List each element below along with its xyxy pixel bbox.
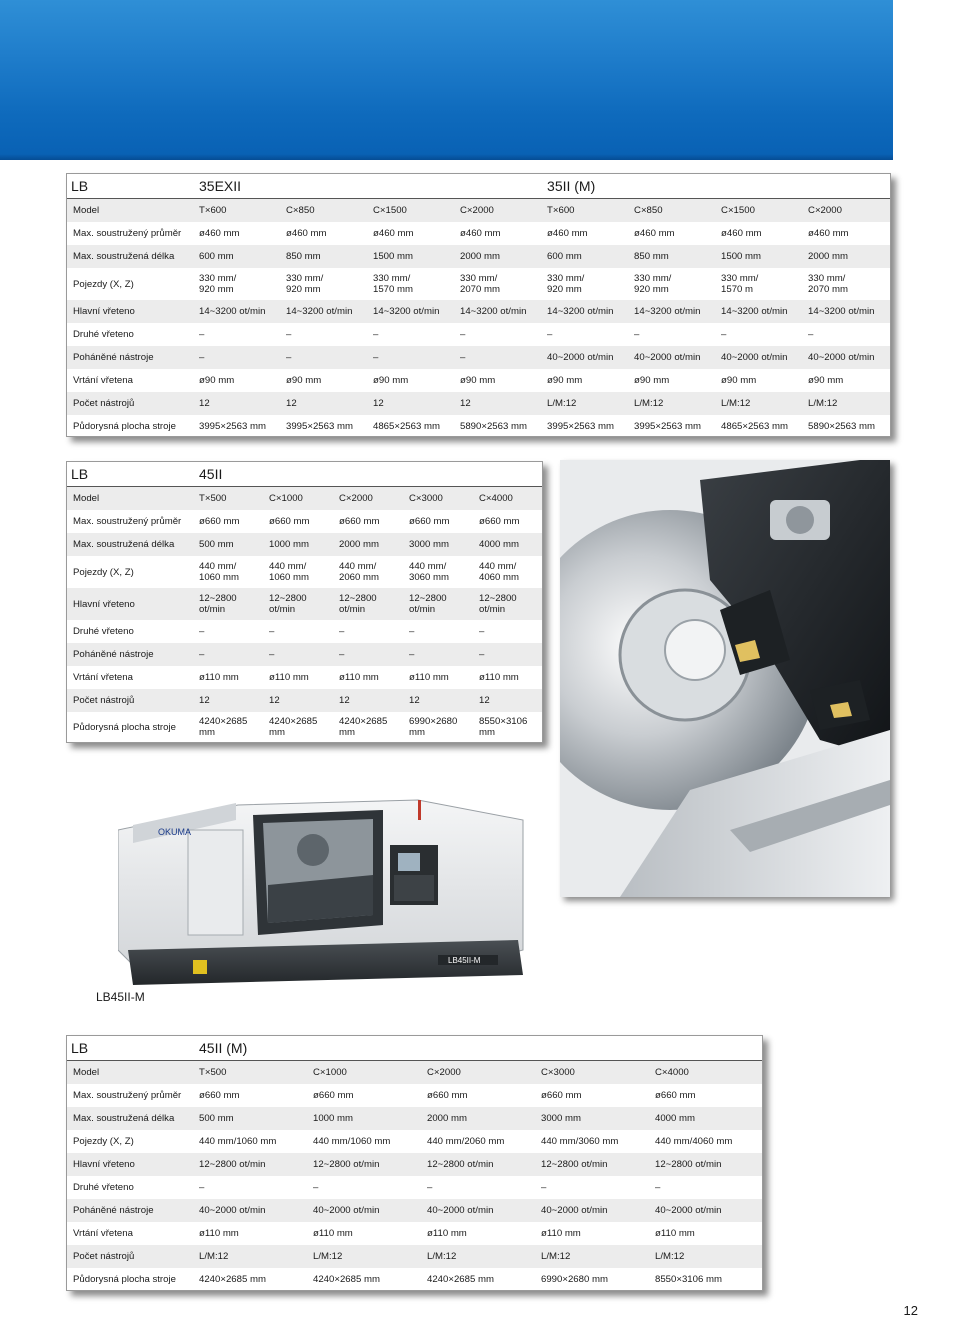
- table-cell: L/M:12: [423, 1245, 537, 1268]
- table-cell: 14~3200 ot/min: [543, 300, 630, 323]
- table-header-row: [67, 174, 890, 199]
- table-cell: ø90 mm: [721, 375, 757, 386]
- table-cell: 8550×3106 mm: [479, 716, 528, 738]
- table-cell: 2000 mm: [335, 533, 405, 556]
- table-cell: ø110 mm: [339, 672, 379, 683]
- table-cell: L/M:12: [630, 392, 717, 415]
- spec-table-lb35: [66, 173, 891, 437]
- table-cell: ø660 mm: [655, 1090, 696, 1101]
- table-cell: C×850: [282, 199, 369, 223]
- table-cell: C×4000: [651, 1061, 762, 1085]
- table-row: [67, 1222, 762, 1245]
- table-cell: 600 mm: [543, 245, 630, 268]
- table-cell: 12: [405, 689, 475, 712]
- table-subtitle-35iim: 35II (M): [543, 174, 890, 199]
- table-cell: C×1500: [369, 199, 456, 223]
- table-title: LB: [67, 1036, 195, 1061]
- table-cell: C×850: [630, 199, 717, 223]
- table-cell: T×600: [195, 199, 282, 223]
- table-cell: L/M:12: [717, 392, 804, 415]
- table-cell: –: [808, 329, 814, 340]
- row-label: Model: [67, 199, 195, 223]
- row-label: Max. soustružený průměr: [73, 1090, 182, 1101]
- table-row: [67, 245, 890, 268]
- table-cell: ø660 mm: [269, 516, 310, 527]
- table-cell: 12~2800 ot/min: [335, 588, 405, 620]
- table-cell: 2000 mm: [804, 245, 890, 268]
- table-cell: –: [269, 626, 275, 637]
- table-cell: 14~3200 ot/min: [456, 300, 543, 323]
- table-cell: –: [409, 626, 415, 637]
- table-cell: –: [282, 346, 369, 369]
- table-row: [67, 1268, 762, 1291]
- table-cell: 12: [369, 392, 456, 415]
- table-cell: 12~2800 ot/min: [423, 1153, 537, 1176]
- table-cell: 12: [195, 689, 265, 712]
- table-cell: C×1000: [265, 487, 335, 511]
- table-cell: 12: [265, 689, 335, 712]
- row-label: Model: [67, 487, 195, 511]
- row-label: Poháněné nástroje: [67, 1199, 195, 1222]
- table-cell: –: [199, 329, 205, 340]
- table-cell: 440 mm/1060 mm: [313, 1136, 391, 1147]
- row-label: Max. soustružený průměr: [73, 516, 182, 527]
- table-cell: –: [195, 643, 265, 666]
- table-cell: 3995×2563 mm: [547, 421, 614, 432]
- row-label: Hlavní vřeteno: [67, 300, 195, 323]
- table-row: [67, 199, 890, 223]
- table-cell: 330 mm/ 1570 mm: [373, 273, 413, 295]
- table-cell: ø660 mm: [541, 1090, 582, 1101]
- table-cell: 4865×2563 mm: [373, 421, 440, 432]
- table-cell: ø660 mm: [409, 516, 450, 527]
- table-cell: L/M:12: [804, 392, 890, 415]
- table-cell: 5890×2563 mm: [460, 421, 527, 432]
- table-cell: 3000 mm: [405, 533, 475, 556]
- table-cell: –: [456, 346, 543, 369]
- table-cell: –: [199, 1182, 205, 1193]
- lathe-machine-photo: [118, 775, 525, 990]
- row-label: Půdorysná plocha stroje: [73, 421, 176, 432]
- table-cell: 12: [282, 392, 369, 415]
- table-cell: ø110 mm: [655, 1228, 695, 1239]
- table-cell: 330 mm/ 920 mm: [199, 273, 237, 295]
- table-header-row: [67, 462, 542, 487]
- table-cell: 3995×2563 mm: [634, 421, 701, 432]
- row-label: Max. soustružený průměr: [73, 228, 182, 239]
- table-subtitle-45iim: 45II (M): [195, 1036, 762, 1061]
- table-row: [67, 300, 890, 323]
- table-cell: ø110 mm: [199, 672, 239, 683]
- table-cell: 850 mm: [282, 245, 369, 268]
- table-cell: 500 mm: [195, 533, 265, 556]
- table-cell: C×2000: [335, 487, 405, 511]
- table-cell: 3995×2563 mm: [199, 421, 266, 432]
- table-cell: 40~2000 ot/min: [651, 1199, 762, 1222]
- table-cell: 12: [475, 689, 542, 712]
- table-row: [67, 268, 890, 300]
- table-cell: 330 mm/ 2070 mm: [808, 273, 849, 295]
- table-cell: 440 mm/ 1060 mm: [269, 561, 309, 583]
- row-label: Počet nástrojů: [67, 1245, 195, 1268]
- row-label: Poháněné nástroje: [67, 643, 195, 666]
- table-row: [67, 1176, 762, 1199]
- table-cell: 6990×2680 mm: [541, 1274, 608, 1285]
- spec-table-grid: [67, 174, 890, 438]
- table-cell: 330 mm/ 1570 m: [721, 273, 759, 295]
- table-cell: L/M:12: [543, 392, 630, 415]
- row-label: Model: [67, 1061, 195, 1085]
- table-cell: 4240×2685 mm: [199, 716, 248, 738]
- table-cell: 440 mm/3060 mm: [541, 1136, 619, 1147]
- row-label: Vrtání vřetena: [73, 1228, 133, 1239]
- table-cell: C×1000: [309, 1061, 423, 1085]
- row-label: Hlavní vřeteno: [67, 588, 195, 620]
- table-cell: ø460 mm: [721, 228, 762, 239]
- table-row: [67, 620, 542, 643]
- table-cell: C×2000: [456, 199, 543, 223]
- machine-model-badge: LB45II-M: [448, 956, 481, 965]
- table-cell: ø90 mm: [199, 375, 235, 386]
- table-cell: ø90 mm: [286, 375, 322, 386]
- table-cell: ø90 mm: [547, 375, 583, 386]
- page-number: 12: [903, 1303, 918, 1318]
- table-cell: 14~3200 ot/min: [630, 300, 717, 323]
- table-cell: 40~2000 ot/min: [423, 1199, 537, 1222]
- table-cell: ø660 mm: [313, 1090, 354, 1101]
- table-cell: 6990×2680 mm: [409, 716, 458, 738]
- table-cell: 2000 mm: [423, 1107, 537, 1130]
- table-cell: ø460 mm: [286, 228, 327, 239]
- table-cell: ø110 mm: [269, 672, 309, 683]
- table-cell: 40~2000 ot/min: [543, 346, 630, 369]
- table-cell: 14~3200 ot/min: [282, 300, 369, 323]
- table-cell: 12~2800 ot/min: [405, 588, 475, 620]
- table-cell: –: [721, 329, 727, 340]
- table-cell: ø90 mm: [634, 375, 670, 386]
- table-cell: 440 mm/ 3060 mm: [409, 561, 449, 583]
- row-label: Hlavní vřeteno: [67, 1153, 195, 1176]
- table-row: [67, 222, 890, 245]
- table-cell: –: [634, 329, 640, 340]
- table-cell: L/M:12: [537, 1245, 651, 1268]
- table-cell: 12~2800 ot/min: [537, 1153, 651, 1176]
- table-cell: ø90 mm: [373, 375, 409, 386]
- table-header-row: [67, 1036, 762, 1061]
- table-cell: C×3000: [405, 487, 475, 511]
- table-cell: –: [479, 626, 485, 637]
- row-label: Max. soustružená délka: [67, 533, 195, 556]
- table-row: [67, 487, 542, 511]
- table-cell: ø660 mm: [479, 516, 520, 527]
- table-cell: 4000 mm: [651, 1107, 762, 1130]
- table-cell: ø110 mm: [479, 672, 519, 683]
- table-row: [67, 1107, 762, 1130]
- table-row: [67, 369, 890, 392]
- table-cell: 600 mm: [195, 245, 282, 268]
- table-cell: 12~2800 ot/min: [309, 1153, 423, 1176]
- table-row: [67, 666, 542, 689]
- table-cell: –: [265, 643, 335, 666]
- table-cell: 1500 mm: [369, 245, 456, 268]
- spec-table-lb45m: [66, 1035, 763, 1291]
- row-label: Druhé vřeteno: [73, 1182, 134, 1193]
- table-cell: 12: [456, 392, 543, 415]
- table-subtitle-35exii: 35EXII: [195, 174, 543, 199]
- table-cell: 440 mm/ 2060 mm: [339, 561, 379, 583]
- table-cell: 330 mm/ 920 mm: [634, 273, 672, 295]
- table-cell: ø660 mm: [199, 516, 240, 527]
- table-cell: 5890×2563 mm: [808, 421, 875, 432]
- machining-closeup-photo: [560, 460, 890, 897]
- table-row: [67, 1130, 762, 1153]
- row-label: Poháněné nástroje: [67, 346, 195, 369]
- table-row: [67, 533, 542, 556]
- table-cell: –: [547, 329, 553, 340]
- table-cell: 440 mm/1060 mm: [199, 1136, 277, 1147]
- table-cell: 4240×2685 mm: [339, 716, 388, 738]
- table-cell: L/M:12: [195, 1245, 309, 1268]
- row-label: Druhé vřeteno: [73, 626, 134, 637]
- table-row: [67, 588, 542, 620]
- table-cell: –: [313, 1182, 319, 1193]
- table-cell: –: [460, 329, 466, 340]
- table-cell: ø110 mm: [409, 672, 449, 683]
- table-cell: –: [286, 329, 292, 340]
- table-cell: –: [199, 626, 205, 637]
- row-label: Počet nástrojů: [67, 689, 195, 712]
- table-cell: T×500: [195, 487, 265, 511]
- table-cell: 40~2000 ot/min: [804, 346, 890, 369]
- table-cell: ø460 mm: [373, 228, 414, 239]
- row-label: Pojezdy (X, Z): [73, 278, 134, 290]
- table-cell: ø660 mm: [199, 1090, 240, 1101]
- table-cell: 4240×2685 mm: [427, 1274, 494, 1285]
- table-cell: –: [369, 346, 456, 369]
- table-cell: 4865×2563 mm: [721, 421, 788, 432]
- table-cell: 4000 mm: [475, 533, 542, 556]
- table-cell: 12~2800 ot/min: [195, 1153, 309, 1176]
- row-label: Půdorysná plocha stroje: [73, 721, 176, 733]
- machining-closeup-illustration: [560, 460, 890, 897]
- table-row: [67, 510, 542, 533]
- table-cell: 40~2000 ot/min: [195, 1199, 309, 1222]
- table-cell: 12~2800 ot/min: [651, 1153, 762, 1176]
- table-row: [67, 392, 890, 415]
- table-cell: L/M:12: [651, 1245, 762, 1268]
- table-cell: 14~3200 ot/min: [369, 300, 456, 323]
- table-row: [67, 1199, 762, 1222]
- row-label: Vrtání vřetena: [73, 672, 133, 683]
- table-cell: ø660 mm: [427, 1090, 468, 1101]
- table-cell: 12~2800 ot/min: [265, 588, 335, 620]
- table-cell: 14~3200 ot/min: [804, 300, 890, 323]
- table-cell: C×2000: [804, 199, 890, 223]
- table-cell: –: [405, 643, 475, 666]
- table-cell: 500 mm: [195, 1107, 309, 1130]
- table-cell: 12: [195, 392, 282, 415]
- table-cell: T×500: [195, 1061, 309, 1085]
- table-cell: ø460 mm: [547, 228, 588, 239]
- table-cell: 330 mm/ 2070 mm: [460, 273, 500, 295]
- table-row: [67, 643, 542, 666]
- table-cell: –: [475, 643, 542, 666]
- table-cell: 440 mm/2060 mm: [427, 1136, 505, 1147]
- table-cell: ø460 mm: [808, 228, 849, 239]
- table-row: [67, 323, 890, 346]
- table-cell: ø460 mm: [634, 228, 675, 239]
- table-cell: ø90 mm: [460, 375, 496, 386]
- table-cell: 440 mm/ 4060 mm: [479, 561, 519, 583]
- table-row: [67, 1084, 762, 1107]
- table-cell: 14~3200 ot/min: [195, 300, 282, 323]
- row-label: Pojezdy (X, Z): [73, 1136, 134, 1147]
- table-cell: T×600: [543, 199, 630, 223]
- table-cell: 1500 mm: [717, 245, 804, 268]
- table-cell: C×2000: [423, 1061, 537, 1085]
- table-cell: 1000 mm: [265, 533, 335, 556]
- table-cell: ø90 mm: [808, 375, 844, 386]
- table-cell: C×3000: [537, 1061, 651, 1085]
- table-cell: 14~3200 ot/min: [717, 300, 804, 323]
- table-cell: 12: [335, 689, 405, 712]
- table-row: [67, 1245, 762, 1268]
- table-cell: 1000 mm: [309, 1107, 423, 1130]
- row-label: Půdorysná plocha stroje: [73, 1274, 176, 1285]
- table-cell: –: [373, 329, 379, 340]
- row-label: Pojezdy (X, Z): [73, 566, 134, 578]
- table-cell: ø110 mm: [541, 1228, 581, 1239]
- table-subtitle-45ii: 45II: [195, 462, 542, 487]
- row-label: Max. soustružená délka: [67, 1107, 195, 1130]
- lathe-machine-illustration: [118, 775, 525, 990]
- table-row: [67, 415, 890, 438]
- table-row: [67, 556, 542, 588]
- table-cell: 3000 mm: [537, 1107, 651, 1130]
- row-label: Druhé vřeteno: [73, 329, 134, 340]
- table-cell: ø660 mm: [339, 516, 380, 527]
- table-cell: –: [195, 346, 282, 369]
- table-cell: ø110 mm: [313, 1228, 353, 1239]
- table-cell: 40~2000 ot/min: [537, 1199, 651, 1222]
- machine-brand-logo: OKUMA: [158, 827, 192, 837]
- table-cell: 4240×2685 mm: [313, 1274, 380, 1285]
- table-cell: 330 mm/ 920 mm: [286, 273, 324, 295]
- table-cell: C×1500: [717, 199, 804, 223]
- table-cell: –: [427, 1182, 433, 1193]
- table-cell: 850 mm: [630, 245, 717, 268]
- table-cell: ø110 mm: [427, 1228, 467, 1239]
- table-cell: 12~2800 ot/min: [475, 588, 542, 620]
- table-title: LB: [67, 174, 195, 199]
- table-cell: ø110 mm: [199, 1228, 239, 1239]
- table-title: LB: [67, 462, 195, 487]
- table-cell: 40~2000 ot/min: [630, 346, 717, 369]
- row-label: Počet nástrojů: [67, 392, 195, 415]
- table-cell: 40~2000 ot/min: [309, 1199, 423, 1222]
- table-cell: L/M:12: [309, 1245, 423, 1268]
- table-cell: 330 mm/ 920 mm: [547, 273, 585, 295]
- table-row: [67, 689, 542, 712]
- table-cell: 8550×3106 mm: [655, 1274, 722, 1285]
- table-cell: –: [655, 1182, 661, 1193]
- table-cell: 4240×2685 mm: [199, 1274, 266, 1285]
- table-row: [67, 346, 890, 369]
- table-cell: 440 mm/ 1060 mm: [199, 561, 239, 583]
- spec-table-grid: [67, 1036, 762, 1291]
- spec-table-grid: [67, 462, 542, 742]
- row-label: Max. soustružená délka: [67, 245, 195, 268]
- machine-caption: LB45II-M: [96, 990, 145, 1004]
- table-cell: 2000 mm: [456, 245, 543, 268]
- table-cell: C×4000: [475, 487, 542, 511]
- table-cell: 40~2000 ot/min: [717, 346, 804, 369]
- table-row: [67, 712, 542, 742]
- table-cell: –: [541, 1182, 547, 1193]
- table-cell: 4240×2685 mm: [269, 716, 318, 738]
- row-label: Vrtání vřetena: [73, 375, 133, 386]
- table-cell: –: [339, 626, 345, 637]
- table-row: [67, 1061, 762, 1085]
- header-banner: [0, 0, 893, 160]
- table-cell: 440 mm/4060 mm: [655, 1136, 733, 1147]
- table-cell: 12~2800 ot/min: [195, 588, 265, 620]
- table-cell: ø460 mm: [199, 228, 240, 239]
- spec-table-lb45: [66, 461, 543, 743]
- table-cell: 3995×2563 mm: [286, 421, 353, 432]
- table-row: [67, 1153, 762, 1176]
- table-cell: ø460 mm: [460, 228, 501, 239]
- table-cell: –: [335, 643, 405, 666]
